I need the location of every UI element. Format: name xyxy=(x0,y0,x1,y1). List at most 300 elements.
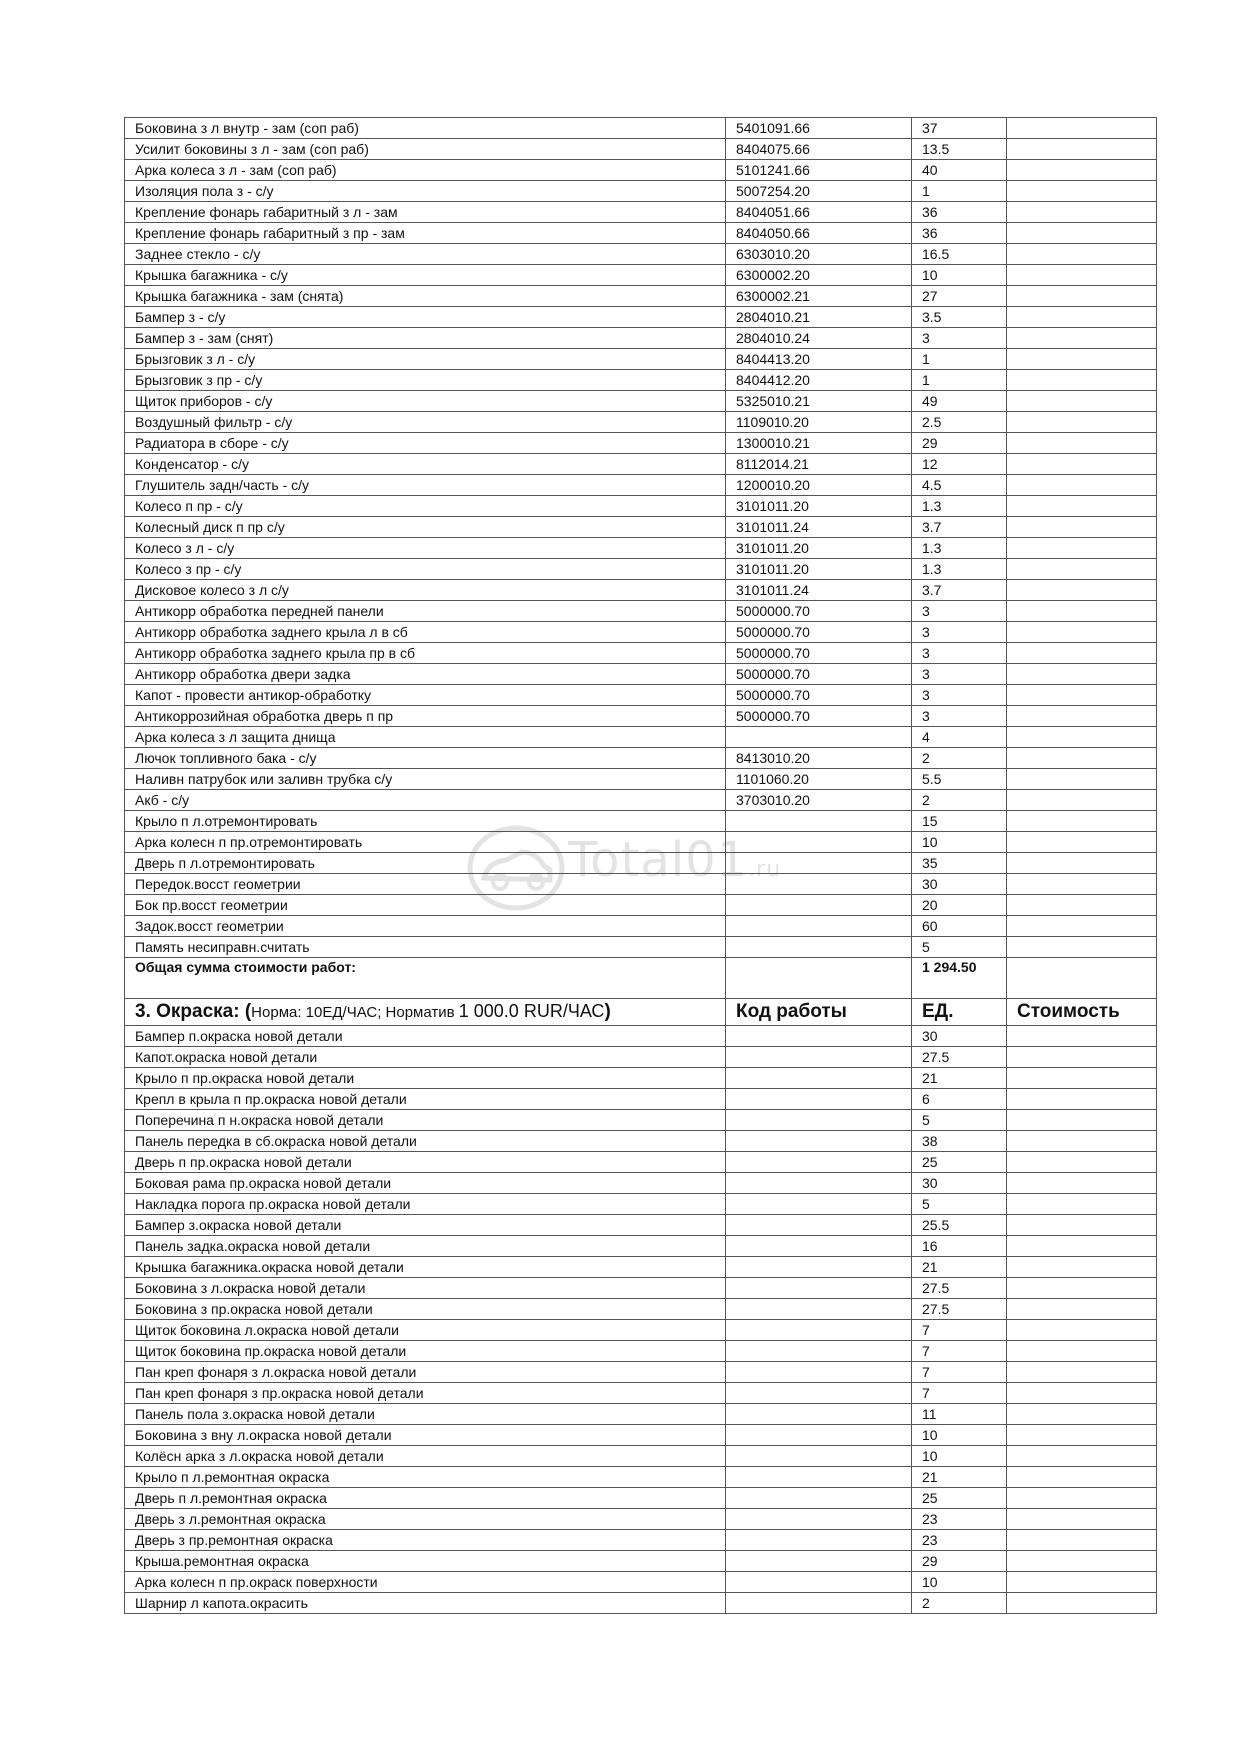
work-cost xyxy=(1007,580,1157,601)
work-cost xyxy=(1007,1530,1157,1551)
bodywork-row xyxy=(125,307,1157,328)
work-name: Лючок топливного бака - с/у xyxy=(125,748,726,769)
work-cost xyxy=(1007,1089,1157,1110)
work-cost xyxy=(1007,601,1157,622)
work-code: 8413010.20 xyxy=(726,748,912,769)
work-name: Пан креп фонаря з пр.окраска новой детали xyxy=(125,1383,726,1404)
bodywork-row xyxy=(125,433,1157,454)
work-name: Колёсн арка з л.окраска новой детали xyxy=(125,1446,726,1467)
total-row xyxy=(125,958,1157,999)
work-units: 13.5 xyxy=(912,139,1007,160)
work-cost xyxy=(1007,181,1157,202)
work-cost xyxy=(1007,1068,1157,1089)
work-name: Дверь з пр.ремонтная окраска xyxy=(125,1530,726,1551)
bodywork-row xyxy=(125,286,1157,307)
work-cost xyxy=(1007,1551,1157,1572)
bodywork-row xyxy=(125,832,1157,853)
work-name: Антикорр обработка заднего крыла л в сб xyxy=(125,622,726,643)
work-units: 1 xyxy=(912,370,1007,391)
work-code xyxy=(726,1572,912,1593)
work-name: Поперечина п н.окраска новой детали xyxy=(125,1110,726,1131)
work-name: Бампер з - с/у xyxy=(125,307,726,328)
bodywork-row xyxy=(125,664,1157,685)
work-name: Крыло п л.отремонтировать xyxy=(125,811,726,832)
painting-row xyxy=(125,1110,1157,1131)
work-name: Крепл в крыла п пр.окраска новой детали xyxy=(125,1089,726,1110)
work-cost xyxy=(1007,139,1157,160)
work-cost xyxy=(1007,1509,1157,1530)
work-cost xyxy=(1007,1152,1157,1173)
work-code: 6303010.20 xyxy=(726,244,912,265)
bodywork-row xyxy=(125,202,1157,223)
work-cost xyxy=(1007,1194,1157,1215)
work-units: 30 xyxy=(912,874,1007,895)
bodywork-row xyxy=(125,685,1157,706)
bodywork-row xyxy=(125,475,1157,496)
bodywork-row xyxy=(125,454,1157,475)
work-cost xyxy=(1007,1257,1157,1278)
work-units: 15 xyxy=(912,811,1007,832)
work-cost xyxy=(1007,454,1157,475)
work-name: Щиток приборов - с/у xyxy=(125,391,726,412)
work-cost xyxy=(1007,412,1157,433)
painting-row xyxy=(125,1488,1157,1509)
work-name: Крепление фонарь габаритный з пр - зам xyxy=(125,223,726,244)
work-units: 36 xyxy=(912,223,1007,244)
painting-row xyxy=(125,1509,1157,1530)
work-cost xyxy=(1007,643,1157,664)
work-cost xyxy=(1007,307,1157,328)
work-cost xyxy=(1007,160,1157,181)
work-name: Боковина з пр.окраска новой детали xyxy=(125,1299,726,1320)
work-units: 1.3 xyxy=(912,538,1007,559)
work-cost xyxy=(1007,265,1157,286)
painting-row xyxy=(125,1173,1157,1194)
work-code xyxy=(726,1089,912,1110)
work-cost xyxy=(1007,496,1157,517)
work-code: 3101011.20 xyxy=(726,538,912,559)
work-code xyxy=(726,1509,912,1530)
work-units: 1.3 xyxy=(912,496,1007,517)
work-units: 11 xyxy=(912,1404,1007,1425)
watermark-suffix: .ru xyxy=(748,857,782,882)
bodywork-row xyxy=(125,139,1157,160)
work-cost xyxy=(1007,391,1157,412)
bodywork-row xyxy=(125,706,1157,727)
work-name: Капот - провести антикор-обработку xyxy=(125,685,726,706)
work-code xyxy=(726,1047,912,1068)
work-units: 7 xyxy=(912,1341,1007,1362)
work-units: 2 xyxy=(912,790,1007,811)
work-name: Боковина з л.окраска новой детали xyxy=(125,1278,726,1299)
work-cost xyxy=(1007,1236,1157,1257)
work-units: 3.5 xyxy=(912,307,1007,328)
work-cost xyxy=(1007,1341,1157,1362)
bodywork-row xyxy=(125,244,1157,265)
work-code: 1109010.20 xyxy=(726,412,912,433)
work-cost xyxy=(1007,622,1157,643)
work-name: Колесо з л - с/у xyxy=(125,538,726,559)
work-cost xyxy=(1007,790,1157,811)
bodywork-row xyxy=(125,622,1157,643)
work-code xyxy=(726,1488,912,1509)
work-cost xyxy=(1007,1362,1157,1383)
work-units: 23 xyxy=(912,1509,1007,1530)
work-units: 37 xyxy=(912,118,1007,139)
work-code xyxy=(726,1068,912,1089)
bodywork-row xyxy=(125,412,1157,433)
bodywork-row xyxy=(125,811,1157,832)
work-code xyxy=(726,1236,912,1257)
work-name: Заднее стекло - с/у xyxy=(125,244,726,265)
work-units: 29 xyxy=(912,433,1007,454)
work-code: 3101011.24 xyxy=(726,580,912,601)
work-cost xyxy=(1007,433,1157,454)
work-units: 3.7 xyxy=(912,517,1007,538)
bodywork-row xyxy=(125,559,1157,580)
work-code xyxy=(726,874,912,895)
work-code xyxy=(726,916,912,937)
bodywork-row xyxy=(125,643,1157,664)
work-name: Крышка багажника.окраска новой детали xyxy=(125,1257,726,1278)
work-name: Бампер п.окраска новой детали xyxy=(125,1026,726,1047)
work-name: Брызговик з пр - с/у xyxy=(125,370,726,391)
work-units: 2 xyxy=(912,748,1007,769)
work-cost xyxy=(1007,223,1157,244)
work-units: 16.5 xyxy=(912,244,1007,265)
work-code: 5101241.66 xyxy=(726,160,912,181)
work-cost xyxy=(1007,1572,1157,1593)
bodywork-row xyxy=(125,937,1157,958)
work-name: Память несиправн.считать xyxy=(125,937,726,958)
work-code xyxy=(726,1194,912,1215)
painting-row xyxy=(125,1026,1157,1047)
work-units: 1.3 xyxy=(912,559,1007,580)
bodywork-row xyxy=(125,748,1157,769)
column-header-code: Код работы xyxy=(726,999,912,1026)
work-cost xyxy=(1007,370,1157,391)
work-name: Передок.восст геометрии xyxy=(125,874,726,895)
work-cost xyxy=(1007,895,1157,916)
work-cost xyxy=(1007,475,1157,496)
work-units: 21 xyxy=(912,1467,1007,1488)
work-name: Антикоррозийная обработка дверь п пр xyxy=(125,706,726,727)
work-name: Арка колеса з л защита днища xyxy=(125,727,726,748)
work-cost xyxy=(1007,685,1157,706)
work-cost xyxy=(1007,244,1157,265)
work-units: 7 xyxy=(912,1383,1007,1404)
work-cost xyxy=(1007,1425,1157,1446)
work-code: 1300010.21 xyxy=(726,433,912,454)
painting-row xyxy=(125,1299,1157,1320)
work-cost xyxy=(1007,916,1157,937)
work-name: Усилит боковины з л - зам (соп раб) xyxy=(125,139,726,160)
work-units: 49 xyxy=(912,391,1007,412)
work-units: 20 xyxy=(912,895,1007,916)
total-code-cell xyxy=(726,958,912,999)
work-name: Накладка порога пр.окраска новой детали xyxy=(125,1194,726,1215)
work-name: Задок.восст геометрии xyxy=(125,916,726,937)
work-units: 27.5 xyxy=(912,1047,1007,1068)
painting-row xyxy=(125,1257,1157,1278)
work-code xyxy=(726,1551,912,1572)
bodywork-row xyxy=(125,727,1157,748)
work-name: Бампер з - зам (снят) xyxy=(125,328,726,349)
work-code xyxy=(726,1026,912,1047)
work-code xyxy=(726,1362,912,1383)
work-cost xyxy=(1007,538,1157,559)
work-name: Антикорр обработка двери задка xyxy=(125,664,726,685)
work-code xyxy=(726,1110,912,1131)
bodywork-row xyxy=(125,223,1157,244)
bodywork-total xyxy=(125,958,1157,999)
work-code: 1200010.20 xyxy=(726,475,912,496)
work-code xyxy=(726,727,912,748)
work-cost xyxy=(1007,559,1157,580)
painting-row xyxy=(125,1047,1157,1068)
work-code xyxy=(726,1404,912,1425)
work-cost xyxy=(1007,1446,1157,1467)
work-code: 6300002.20 xyxy=(726,265,912,286)
work-name: Боковина з л внутр - зам (соп раб) xyxy=(125,118,726,139)
work-units: 4 xyxy=(912,727,1007,748)
column-header-units: ЕД. xyxy=(912,999,1007,1026)
work-code xyxy=(726,811,912,832)
work-units: 5 xyxy=(912,937,1007,958)
norm-open: ( xyxy=(244,1001,252,1022)
work-cost xyxy=(1007,664,1157,685)
work-units: 36 xyxy=(912,202,1007,223)
work-code xyxy=(726,1299,912,1320)
painting-section xyxy=(125,1026,1157,1614)
work-name: Антикорр обработка заднего крыла пр в сб xyxy=(125,643,726,664)
work-cost xyxy=(1007,811,1157,832)
bodywork-row xyxy=(125,580,1157,601)
painting-row xyxy=(125,1530,1157,1551)
work-name: Крыша.ремонтная окраска xyxy=(125,1551,726,1572)
work-name: Панель задка.окраска новой детали xyxy=(125,1236,726,1257)
work-code xyxy=(726,937,912,958)
work-name: Крепление фонарь габаритный з л - зам xyxy=(125,202,726,223)
bodywork-row xyxy=(125,391,1157,412)
bodywork-row xyxy=(125,118,1157,139)
work-cost xyxy=(1007,1299,1157,1320)
painting-row xyxy=(125,1467,1157,1488)
work-name: Антикорр обработка передней панели xyxy=(125,601,726,622)
painting-row xyxy=(125,1362,1157,1383)
bodywork-row xyxy=(125,601,1157,622)
work-name: Капот.окраска новой детали xyxy=(125,1047,726,1068)
work-name: Щиток боковина пр.окраска новой детали xyxy=(125,1341,726,1362)
work-code: 3101011.24 xyxy=(726,517,912,538)
work-units: 60 xyxy=(912,916,1007,937)
work-code xyxy=(726,1215,912,1236)
work-units: 7 xyxy=(912,1362,1007,1383)
work-units: 10 xyxy=(912,832,1007,853)
work-code: 8404050.66 xyxy=(726,223,912,244)
painting-title-cell xyxy=(125,999,726,1026)
norm-text xyxy=(251,1001,605,1021)
work-code xyxy=(726,1530,912,1551)
work-code: 2804010.24 xyxy=(726,328,912,349)
work-cost xyxy=(1007,517,1157,538)
work-units: 4.5 xyxy=(912,475,1007,496)
work-name: Арка колесн п пр.отремонтировать xyxy=(125,832,726,853)
work-units: 3 xyxy=(912,706,1007,727)
painting-row xyxy=(125,1446,1157,1467)
painting-row xyxy=(125,1131,1157,1152)
work-units: 27.5 xyxy=(912,1278,1007,1299)
work-units: 21 xyxy=(912,1257,1007,1278)
work-code: 8112014.21 xyxy=(726,454,912,475)
work-name: Крышка багажника - с/у xyxy=(125,265,726,286)
work-code: 8404412.20 xyxy=(726,370,912,391)
work-name: Боковина з вну л.окраска новой детали xyxy=(125,1425,726,1446)
work-cost xyxy=(1007,328,1157,349)
work-code: 8404413.20 xyxy=(726,349,912,370)
painting-row xyxy=(125,1320,1157,1341)
work-code xyxy=(726,1593,912,1614)
bodywork-row xyxy=(125,496,1157,517)
work-units: 30 xyxy=(912,1173,1007,1194)
column-header-cost: Стоимость xyxy=(1007,999,1157,1026)
work-code: 3101011.20 xyxy=(726,496,912,517)
work-name: Арка колесн п пр.окраск поверхности xyxy=(125,1572,726,1593)
painting-row xyxy=(125,1278,1157,1299)
work-name: Воздушный фильтр - с/у xyxy=(125,412,726,433)
work-units: 3 xyxy=(912,328,1007,349)
painting-row xyxy=(125,1404,1157,1425)
work-code: 5325010.21 xyxy=(726,391,912,412)
work-units: 30 xyxy=(912,1026,1007,1047)
work-units: 27 xyxy=(912,286,1007,307)
work-code: 5007254.20 xyxy=(726,181,912,202)
work-code: 5000000.70 xyxy=(726,685,912,706)
work-cost xyxy=(1007,1383,1157,1404)
work-code: 8404075.66 xyxy=(726,139,912,160)
work-cost xyxy=(1007,1110,1157,1131)
work-units: 38 xyxy=(912,1131,1007,1152)
work-units: 2.5 xyxy=(912,412,1007,433)
work-units: 16 xyxy=(912,1236,1007,1257)
bodywork-row xyxy=(125,538,1157,559)
bodywork-row xyxy=(125,181,1157,202)
work-cost xyxy=(1007,874,1157,895)
work-code xyxy=(726,1278,912,1299)
work-units: 40 xyxy=(912,160,1007,181)
work-units: 2 xyxy=(912,1593,1007,1614)
work-code xyxy=(726,1131,912,1152)
work-cost xyxy=(1007,349,1157,370)
work-code: 8404051.66 xyxy=(726,202,912,223)
total-value: 1 294.50 xyxy=(912,958,1007,999)
work-units: 5 xyxy=(912,1110,1007,1131)
bodywork-row xyxy=(125,517,1157,538)
norm-rate: 1 000.0 RUR/ЧАС xyxy=(458,1001,605,1021)
bodywork-row xyxy=(125,895,1157,916)
work-units: 29 xyxy=(912,1551,1007,1572)
work-code xyxy=(726,1446,912,1467)
work-name: Изоляция пола з - с/у xyxy=(125,181,726,202)
work-units: 25 xyxy=(912,1488,1007,1509)
total-cost-cell xyxy=(1007,958,1157,999)
work-name: Глушитель задн/часть - с/у xyxy=(125,475,726,496)
work-cost xyxy=(1007,727,1157,748)
total-label: Общая сумма стоимости работ: xyxy=(125,958,726,999)
work-name: Дверь п л.ремонтная окраска xyxy=(125,1488,726,1509)
work-code xyxy=(726,853,912,874)
painting-row xyxy=(125,1551,1157,1572)
work-name: Конденсатор - с/у xyxy=(125,454,726,475)
work-name: Шарнир л капота.окрасить xyxy=(125,1593,726,1614)
work-units: 5.5 xyxy=(912,769,1007,790)
work-units: 5 xyxy=(912,1194,1007,1215)
work-cost xyxy=(1007,1278,1157,1299)
work-code xyxy=(726,832,912,853)
work-code xyxy=(726,1425,912,1446)
work-code: 2804010.21 xyxy=(726,307,912,328)
work-name: Арка колеса з л - зам (соп раб) xyxy=(125,160,726,181)
work-cost xyxy=(1007,1320,1157,1341)
bodywork-row xyxy=(125,874,1157,895)
work-name: Дверь з л.ремонтная окраска xyxy=(125,1509,726,1530)
bodywork-row xyxy=(125,769,1157,790)
work-code: 3703010.20 xyxy=(726,790,912,811)
work-code xyxy=(726,1173,912,1194)
work-units: 10 xyxy=(912,265,1007,286)
work-cost xyxy=(1007,1488,1157,1509)
work-units: 12 xyxy=(912,454,1007,475)
work-units: 3 xyxy=(912,664,1007,685)
work-cost-table xyxy=(124,117,1157,1614)
bodywork-row xyxy=(125,328,1157,349)
painting-row xyxy=(125,1341,1157,1362)
work-code: 5000000.70 xyxy=(726,622,912,643)
work-cost xyxy=(1007,1467,1157,1488)
work-code: 1101060.20 xyxy=(726,769,912,790)
work-units: 10 xyxy=(912,1425,1007,1446)
painting-row xyxy=(125,1194,1157,1215)
work-units: 25.5 xyxy=(912,1215,1007,1236)
work-name: Дисковое колесо з л с/у xyxy=(125,580,726,601)
work-cost xyxy=(1007,937,1157,958)
work-code: 5401091.66 xyxy=(726,118,912,139)
work-units: 3.7 xyxy=(912,580,1007,601)
bodywork-row xyxy=(125,916,1157,937)
bodywork-row xyxy=(125,370,1157,391)
norm-close: ) xyxy=(604,1001,611,1022)
work-name: Брызговик з л - с/у xyxy=(125,349,726,370)
painting-row xyxy=(125,1236,1157,1257)
bodywork-row xyxy=(125,349,1157,370)
work-name: Колесо з пр - с/у xyxy=(125,559,726,580)
work-code xyxy=(726,1383,912,1404)
painting-row xyxy=(125,1089,1157,1110)
work-name: Дверь п л.отремонтировать xyxy=(125,853,726,874)
work-cost xyxy=(1007,1404,1157,1425)
work-cost xyxy=(1007,1131,1157,1152)
work-name: Панель передка в сб.окраска новой детали xyxy=(125,1131,726,1152)
work-code: 5000000.70 xyxy=(726,664,912,685)
work-code xyxy=(726,1467,912,1488)
work-units: 3 xyxy=(912,643,1007,664)
painting-row xyxy=(125,1152,1157,1173)
work-units: 6 xyxy=(912,1089,1007,1110)
work-code: 6300002.21 xyxy=(726,286,912,307)
work-units: 25 xyxy=(912,1152,1007,1173)
painting-section-header xyxy=(125,999,1157,1026)
work-code xyxy=(726,1257,912,1278)
